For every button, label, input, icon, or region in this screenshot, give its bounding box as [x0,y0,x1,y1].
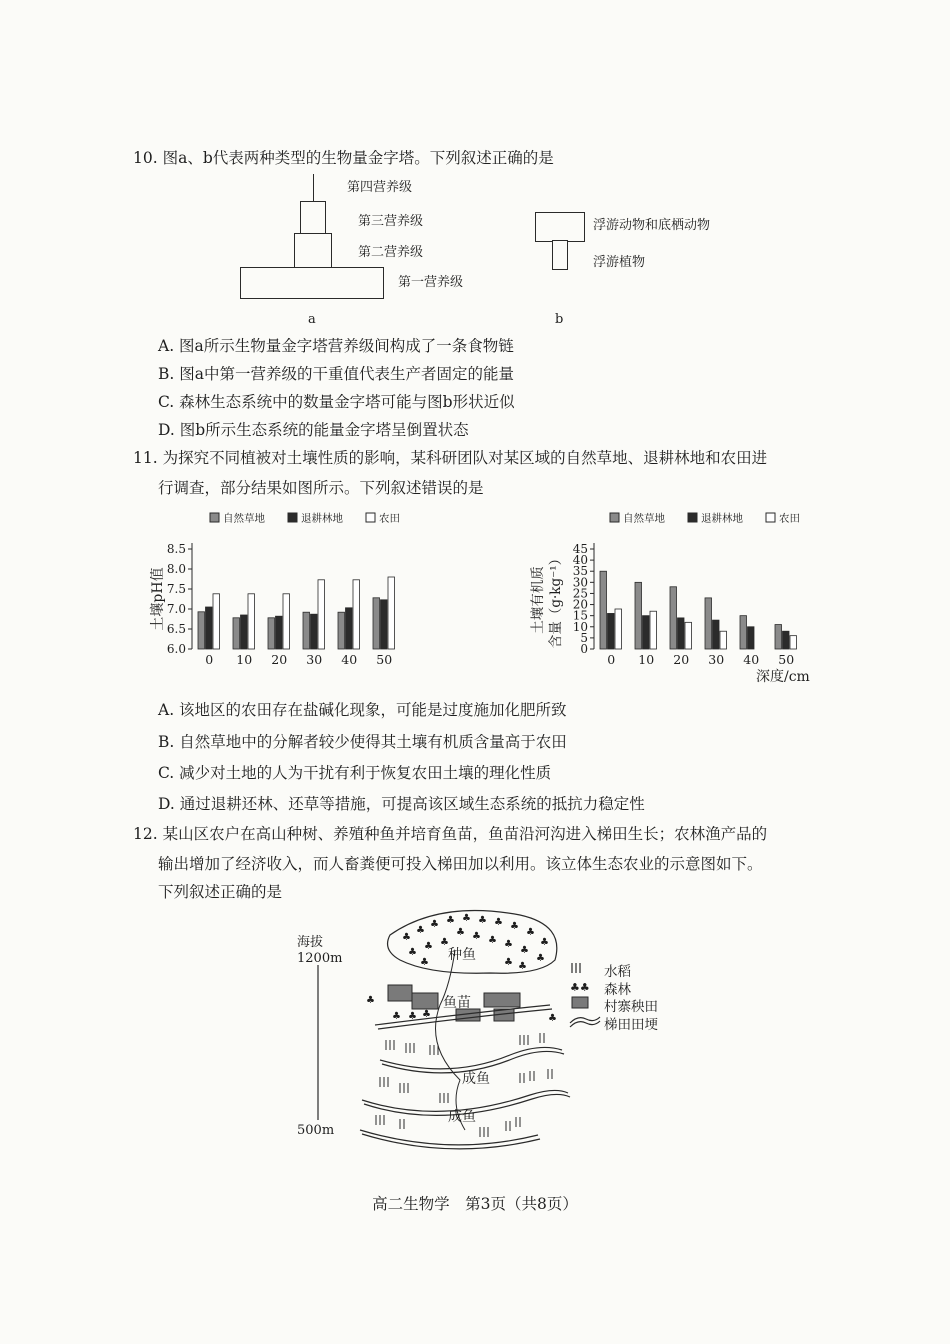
q10-option-b[interactable]: B. 图a中第一营养级的干重值代表生产者固定的能量 [158,365,514,383]
map-label-fry: 鱼苗 [443,995,471,1011]
pyramid-a-top-line [313,174,314,202]
bar [338,612,345,649]
bar [615,609,622,649]
y-axis-title-line2: 含量（g·kg⁻¹） [548,551,564,649]
svg-text:♣: ♣ [540,937,549,948]
altitude-bottom: 500m [297,1123,335,1138]
x-tick-label: 20 [673,652,690,667]
pyramid-a-label-3: 第三营养级 [358,214,424,229]
y-tick-label: 6.0 [166,642,186,656]
svg-text:♣: ♣ [518,961,527,972]
question-12-stem-line-2: 输出增加了经济收入，而人畜粪便可投入梯田加以利用。该立体生态农业的示意图如下。 [158,855,763,873]
y-tick-label: 5 [580,630,588,645]
svg-text:♣: ♣ [536,953,545,964]
map-label-broodfish: 种鱼 [448,947,476,963]
y-tick-label: 0 [580,642,588,656]
pyramid-b-bottom [552,240,568,270]
q10-option-c[interactable]: C. 森林生态系统中的数量金字塔可能与图b形状近似 [158,393,515,411]
y-tick-label: 7.0 [166,602,186,616]
bar [206,607,213,649]
svg-text:♣: ♣ [422,1009,431,1020]
y-axis-title-line1: 土壤有机质 [530,566,546,634]
y-tick-label: 40 [572,553,588,568]
question-12-stem-line-1: 12. 某山区农户在高山种树、养殖种鱼并培育鱼苗，鱼苗沿河沟进入梯田生长；农林渔产品的 [133,825,768,843]
pyramid-a-caption: a [308,312,316,327]
y-tick-label: 15 [572,608,588,623]
pyramid-a-level-2 [294,233,332,269]
legend-terrace-ridge: 梯田田埂 [604,1017,658,1033]
y-tick-label: 8.5 [166,542,186,556]
pyramid-b-label-top: 浮游动物和底栖动物 [593,218,711,233]
svg-text:♣: ♣ [392,1011,401,1022]
bar [775,625,782,649]
bar [346,608,353,649]
bar [268,618,275,649]
y-tick-label: 30 [572,575,588,590]
legend-swatch [688,513,697,522]
svg-text:♣: ♣ [420,957,429,968]
legend-label: 自然草地 [623,512,665,525]
x-axis-title: 深度/cm [756,669,810,685]
svg-text:♣: ♣ [408,1011,417,1022]
diagram-legend-symbols [570,963,600,1027]
bar [213,594,220,649]
y-tick-label: 35 [572,564,588,579]
q11-option-c[interactable]: C. 减少对土地的人为干扰有利于恢复农田土壤的理化性质 [158,764,552,782]
svg-text:♣: ♣ [416,925,425,936]
legend-forest: 森林 [604,982,631,998]
pyramid-a-label-4: 第四营养级 [347,180,413,195]
x-tick-label: 40 [743,652,760,667]
y-tick-label: 10 [572,619,588,634]
svg-text:♣: ♣ [440,937,449,948]
svg-text:♣: ♣ [488,935,497,946]
bar [705,598,712,649]
q11-option-d[interactable]: D. 通过退耕还林、还草等措施，可提高该区域生态系统的抵抗力稳定性 [158,795,645,813]
question-10-stem: 10. 图a、b代表两种类型的生物量金字塔。下列叙述正确的是 [133,149,554,167]
bar [720,631,727,649]
bar [650,611,657,649]
svg-text:♣: ♣ [408,947,417,958]
x-tick-label: 0 [205,652,214,667]
legend-label: 农田 [379,512,400,525]
pyramid-a-label-1: 第一营养级 [398,275,464,290]
x-tick-label: 50 [778,652,795,667]
svg-text:♣: ♣ [456,927,465,938]
y-tick-label: 8.0 [166,562,186,576]
bar [381,600,388,649]
bar [670,587,677,649]
svg-text:♣: ♣ [520,945,529,956]
pyramid-b-top [535,212,585,242]
svg-text:♣: ♣ [510,921,519,932]
x-tick-label: 30 [708,652,725,667]
y-axis-title: 土壤pH值 [150,567,166,631]
svg-text:♣: ♣ [424,941,433,952]
bar [283,594,290,649]
y-tick-label: 6.5 [166,622,186,636]
y-tick-label: 25 [572,586,588,601]
bar [685,622,692,649]
bar [373,598,380,649]
organic-matter-bar-chart [520,505,820,685]
pyramid-b-label-bottom: 浮游植物 [593,255,646,270]
bar [790,636,797,649]
legend-label: 退耕林地 [701,512,743,525]
question-11-stem-line-2: 行调查，部分结果如图所示。下列叙述错误的是 [158,479,484,497]
pyramid-a-level-1 [240,267,384,299]
svg-text:♣: ♣ [504,939,513,950]
pyramid-b-caption: b [555,312,564,327]
legend-swatch [366,513,375,522]
legend-swatch [210,513,219,522]
y-tick-label: 20 [572,597,588,612]
svg-text:♣: ♣ [526,927,535,938]
legend-swatch [766,513,775,522]
pyramid-a-level-3 [300,201,326,235]
x-tick-label: 20 [271,652,288,667]
q10-option-d[interactable]: D. 图b所示生态系统的能量金字塔呈倒置状态 [158,421,469,439]
legend-label: 自然草地 [223,512,265,525]
terrace-agriculture-diagram [290,905,710,1165]
bar [643,616,650,649]
pyramid-a-label-2: 第二营养级 [358,245,424,260]
bar [318,580,325,649]
bar [635,582,642,649]
bar [600,571,607,649]
ph-bar-chart [140,505,420,685]
svg-text:♣: ♣ [402,932,411,943]
bar [678,618,685,649]
bar [748,627,755,649]
x-tick-label: 50 [376,652,393,667]
bar [311,614,318,649]
x-tick-label: 0 [607,652,616,667]
bar [198,612,205,649]
x-tick-label: 10 [236,652,253,667]
svg-text:♣: ♣ [430,919,439,930]
y-tick-label: 45 [572,542,588,556]
map-label-adult-fish-2: 成鱼 [448,1109,476,1125]
legend-rice: 水稻 [604,964,631,980]
svg-text:♣: ♣ [446,915,455,926]
bar [303,612,310,649]
x-tick-label: 10 [638,652,655,667]
map-label-adult-fish-1: 成鱼 [462,1071,490,1087]
legend-label: 农田 [779,512,800,525]
svg-text:♣: ♣ [472,931,481,942]
bar [276,616,283,649]
legend-swatch [610,513,619,522]
q11-option-a[interactable]: A. 该地区的农田存在盐碱化现象，可能是过度施加化肥所致 [158,701,567,719]
q10-option-a[interactable]: A. 图a所示生物量金字塔营养级间构成了一条食物链 [158,337,514,355]
q11-option-b[interactable]: B. 自然草地中的分解者较少使得其土壤有机质含量高于农田 [158,733,567,751]
legend-village-fields: 村寨秧田 [604,999,658,1015]
bar [241,615,248,649]
legend-swatch [288,513,297,522]
svg-text:♣: ♣ [494,917,503,928]
bar [388,577,395,649]
bar [248,594,255,649]
bar [783,631,790,649]
y-tick-label: 7.5 [166,582,186,596]
svg-text:♣: ♣ [366,995,375,1006]
page-footer: 高二生物学 第3页（共8页） [372,1195,578,1213]
bar [233,618,240,649]
altitude-label: 海拔 [297,935,324,950]
svg-text:♣: ♣ [548,1013,557,1024]
bar [740,616,747,649]
x-tick-label: 40 [341,652,358,667]
bar [353,580,360,649]
svg-text:♣: ♣ [462,913,471,924]
altitude-top: 1200m [297,951,343,966]
bar [713,620,720,649]
x-tick-label: 30 [306,652,323,667]
question-11-stem-line-1: 11. 为探究不同植被对土壤性质的影响，某科研团队对某区域的自然草地、退耕林地和农田进 [133,449,768,467]
svg-text:♣♣: ♣♣ [570,981,590,994]
question-12-stem-line-3: 下列叙述正确的是 [158,883,283,901]
legend-label: 退耕林地 [301,512,343,525]
bar [608,613,615,649]
svg-text:♣: ♣ [504,957,513,968]
svg-text:♣: ♣ [478,915,487,926]
